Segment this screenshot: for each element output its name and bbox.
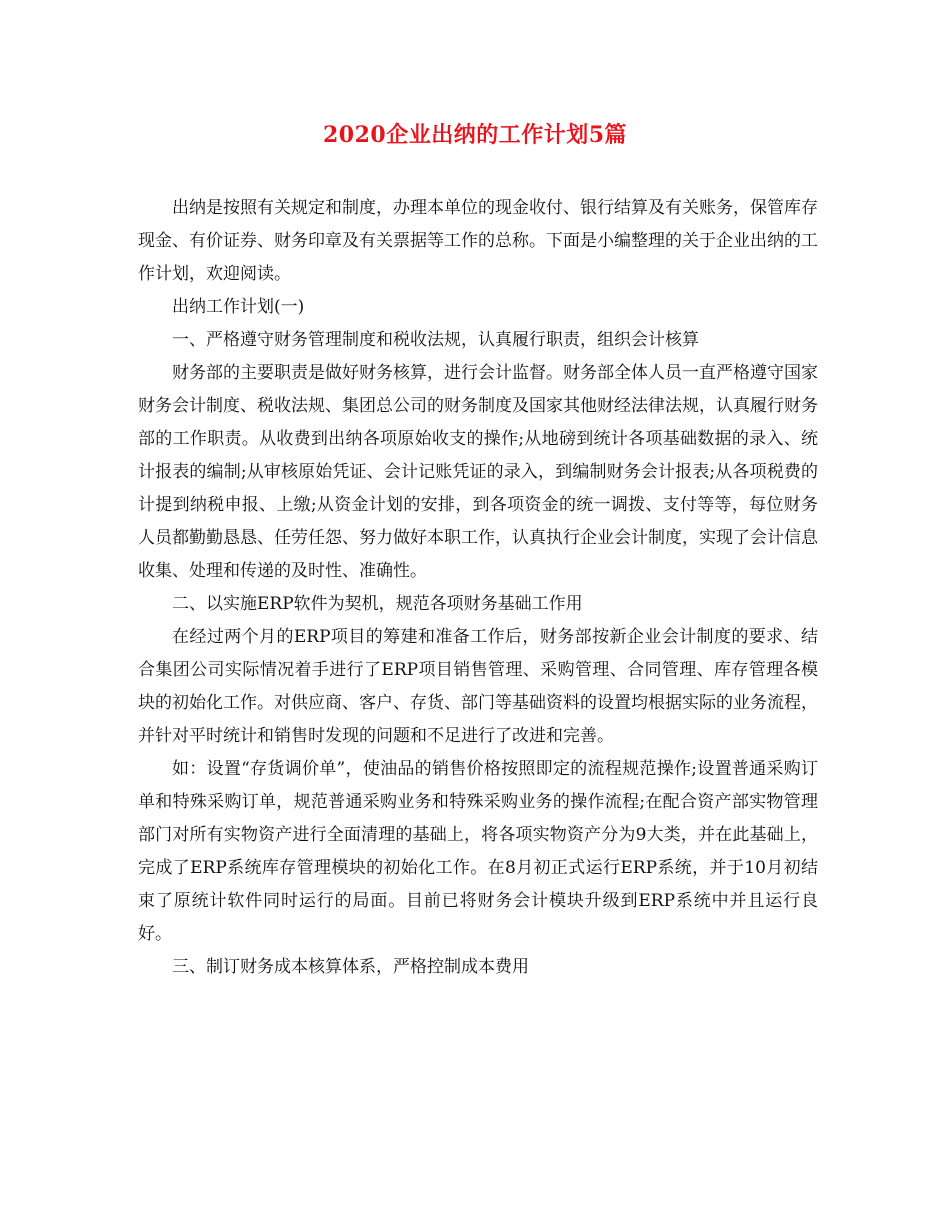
section-heading-1: 一、严格遵守财务管理制度和税收法规，认真履行职责，组织会计核算 (172, 330, 699, 350)
document-title: 2020企业出纳的工作计划5篇 (322, 122, 628, 148)
intro-paragraph: 出纳是按照有关规定和制度，办理本单位的现金收付、银行结算及有关账务，保管库存现金、有价证券、财务印章及有关票据等工作的总称。下面是小编整理的关于企业出纳的工作计划，欢迎阅读。 (138, 198, 818, 284)
section-heading-3: 三、制订财务成本核算体系，严格控制成本费用 (172, 957, 529, 977)
document-body (138, 192, 818, 984)
plan-heading: 出纳工作计划(一) (172, 297, 305, 317)
section-2-paragraph-2: 如：设置“存货调价单”，使油品的销售价格按照即定的流程规范操作;设置普通采购订单和特殊采购订单，规范普通采购业务和特殊采购业务的操作流程;在配合资产部实物管理部门对所有实物资产进行全面清理的基础上，将各项实物资产分为9大类，并在此基础上，完成了ERP系统库存管理模块的初始化工作。在8月初正式运行ERP系统，并于10月初结束了原统计软件同时运行的局面。目前已将财务会计模块升级到ERP系统中并且运行良好。 (138, 759, 818, 944)
section-heading-2: 二、以实施ERP软件为契机，规范各项财务基础工作用 (172, 594, 583, 614)
section-2-paragraph-1: 在经过两个月的ERP项目的筹建和准备工作后，财务部按新企业会计制度的要求、结合集团公司实际情况着手进行了ERP项目销售管理、采购管理、合同管理、库存管理各模块的初始化工作。对供应商、客户、存货、部门等基础资料的设置均根据实际的业务流程，并针对平时统计和销售时发现的问题和不足进行了改进和完善。 (138, 627, 818, 746)
section-1-paragraph: 财务部的主要职责是做好财务核算，进行会计监督。财务部全体人员一直严格遵守国家财务会计制度、税收法规、集团总公司的财务制度及国家其他财经法律法规，认真履行财务部的工作职责。从收费到出纳各项原始收支的操作;从地磅到统计各项基础数据的录入、统计报表的编制;从审核原始凭证、会计记账凭证的录入，到编制财务会计报表;从各项税费的计提到纳税申报、上缴;从资金计划的安排，到各项资金的统一调拨、支付等等，每位财务人员都勤勤恳恳、任劳任怨、努力做好本职工作，认真执行企业会计制度，实现了会计信息收集、处理和传递的及时性、准确性。 (138, 363, 818, 581)
